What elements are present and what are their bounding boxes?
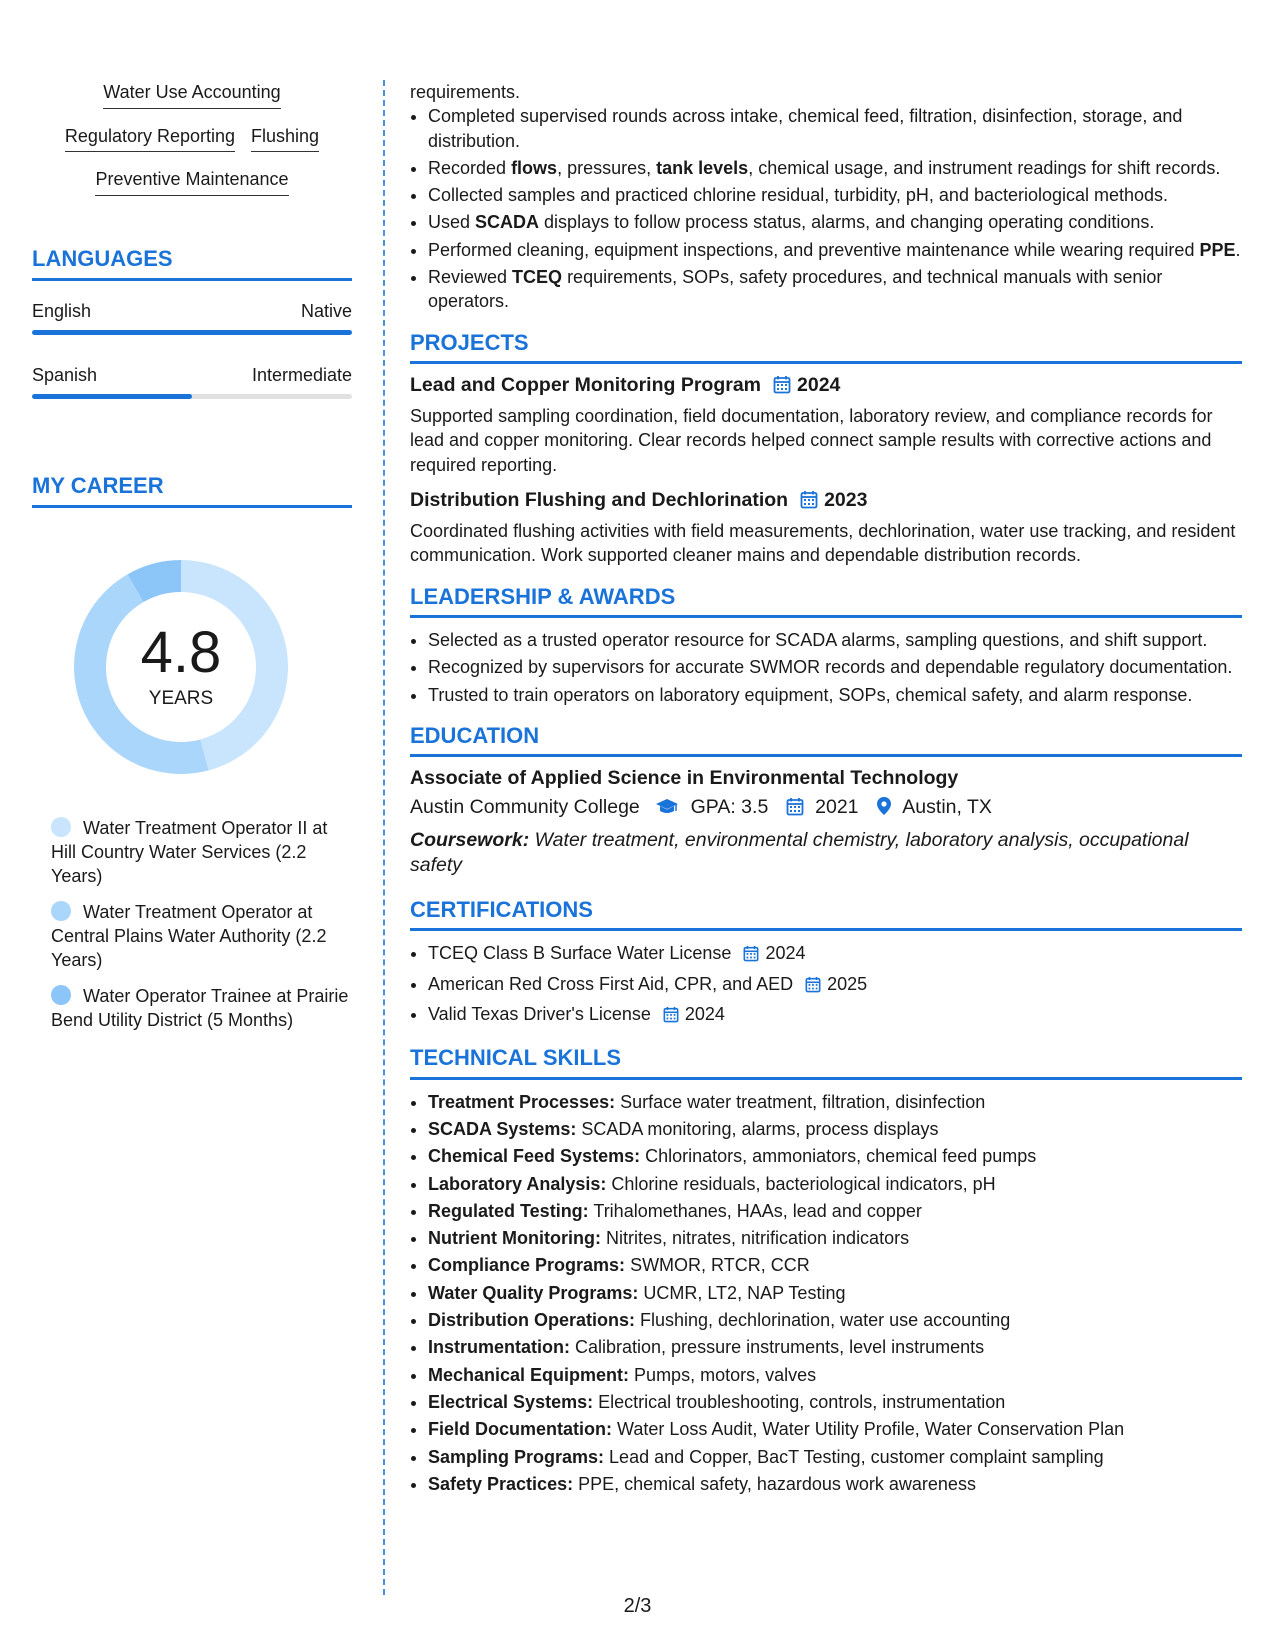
calendar-icon: [663, 1005, 679, 1029]
certification-item: [428, 1002, 1242, 1029]
skill-tag: Flushing: [251, 126, 319, 153]
school-name: Austin Community College: [410, 796, 640, 819]
skill-value: Pumps, motors, valves: [629, 1364, 817, 1385]
legend-dot: [51, 901, 71, 921]
education-details: [410, 796, 1242, 822]
experience-bullets: [410, 104, 1242, 313]
skill-value: PPE, chemical safety, hazardous work awareness: [573, 1473, 976, 1494]
education-heading: EDUCATION: [410, 723, 1242, 757]
skill-value: Calibration, pressure instruments, level instruments: [570, 1337, 985, 1358]
skill-item: [428, 1308, 1242, 1332]
certification-name: Valid Texas Driver's License: [428, 1003, 651, 1024]
career-total-years: 4.8: [140, 619, 222, 685]
certification-year: 2025: [827, 973, 868, 994]
leadership-heading: LEADERSHIP & AWARDS: [410, 584, 1242, 618]
coursework-label: Coursework:: [410, 829, 530, 852]
leadership-list: [410, 628, 1242, 707]
skill-value: Chlorinators, ammoniators, chemical feed pumps: [640, 1146, 1037, 1167]
language-level: Native: [300, 300, 352, 321]
career-item: [51, 816, 352, 889]
location: Austin, TX: [902, 796, 992, 819]
skill-value: Flushing, dechlorination, water use accounting: [635, 1310, 1011, 1331]
project-title: Lead and Copper Monitoring Program: [410, 374, 762, 397]
skill-label: Electrical Systems:: [428, 1391, 594, 1412]
certification-year: 2024: [684, 1003, 725, 1024]
experience-continued-text: requirements.: [410, 82, 521, 102]
experience-bullet: • Completed supervised rounds across intake, chemical feed, filtration, disinfection, storage, and distribution.: [428, 104, 1242, 153]
leadership-item: • Recognized by supervisors for accurate SWMOR records and dependable regulatory documentation.: [428, 655, 1242, 679]
legend-dot: [51, 985, 71, 1005]
skill-item: [428, 1117, 1242, 1141]
skill-value: Nitrites, nitrates, nitrification indicators: [600, 1228, 910, 1249]
skill-label: Treatment Processes:: [428, 1091, 616, 1112]
skill-value: SWMOR, RTCR, CCR: [625, 1255, 810, 1276]
career-heading: MY CAREER: [32, 473, 352, 508]
skill-label: Water Quality Programs:: [428, 1282, 639, 1303]
certifications-heading: CERTIFICATIONS: [410, 897, 1242, 931]
certification-item: [428, 972, 1242, 999]
calendar-icon: [805, 975, 821, 999]
skill-label: Instrumentation:: [428, 1337, 570, 1358]
career-item-text: Water Operator Trainee at Prairie Bend Utility District (5 Months): [51, 985, 349, 1030]
language-spanish: [32, 365, 352, 399]
career-item: [51, 984, 352, 1033]
skill-value: UCMR, LT2, NAP Testing: [638, 1282, 846, 1303]
skill-value: Surface water treatment, filtration, disinfection: [615, 1091, 986, 1112]
graduation-cap-icon: [655, 798, 679, 822]
language-bar-fill: [32, 330, 352, 335]
experience-bullet: • Performed cleaning, equipment inspections, and preventive maintenance while wearing required PPE.: [428, 238, 1242, 262]
graduation-year: 2021: [815, 796, 859, 819]
experience-bullet: • Reviewed TCEQ requirements, SOPs, safety procedures, and technical manuals with senior operators.: [428, 265, 1242, 314]
project-year: 2023: [824, 488, 868, 511]
calendar-icon: [800, 490, 818, 515]
language-name: Spanish: [32, 364, 98, 385]
skill-label: SCADA Systems:: [428, 1118, 577, 1139]
career-item: [51, 900, 352, 973]
skill-label: Nutrient Monitoring:: [428, 1228, 601, 1249]
leadership-item: • Selected as a trusted operator resource for SCADA alarms, sampling questions, and shift support.: [428, 628, 1242, 652]
skill-tag: Regulatory Reporting: [65, 126, 235, 153]
skill-value: SCADA monitoring, alarms, process displays: [576, 1118, 939, 1139]
experience-bullet: • Used SCADA displays to follow process status, alarms, and changing operating conditions.: [428, 210, 1242, 234]
calendar-icon: [773, 375, 791, 400]
calendar-icon: [743, 944, 759, 968]
degree-title: Associate of Applied Science in Environmental Technology: [410, 767, 959, 790]
legend-dot: [51, 817, 71, 837]
skill-label: Safety Practices:: [428, 1473, 574, 1494]
skill-value: Water Loss Audit, Water Utility Profile, Water Conservation Plan: [612, 1419, 1125, 1440]
skill-item: [428, 1199, 1242, 1223]
skill-item: [428, 1335, 1242, 1359]
skill-item: [428, 1226, 1242, 1250]
skill-item: [428, 1090, 1242, 1114]
language-level: Intermediate: [251, 364, 352, 385]
skill-item: [428, 1172, 1242, 1196]
skill-value: Lead and Copper, BacT Testing, customer complaint sampling: [604, 1446, 1104, 1467]
skill-label: Compliance Programs:: [428, 1255, 626, 1276]
career-donut-chart: [66, 552, 296, 782]
skill-tags: [32, 82, 352, 196]
skill-label: Mechanical Equipment:: [428, 1364, 630, 1385]
skill-value: Electrical troubleshooting, controls, instrumentation: [593, 1391, 1006, 1412]
gpa: GPA: 3.5: [690, 796, 769, 819]
skill-tag: Preventive Maintenance: [95, 169, 288, 196]
skill-value: Chlorine residuals, bacteriological indicators, pH: [606, 1173, 996, 1194]
skill-item: [428, 1390, 1242, 1414]
certification-item: [428, 941, 1242, 968]
career-item-text: Water Treatment Operator II at Hill Country Water Services (2.2 Years): [51, 817, 328, 887]
coursework-text: Water treatment, environmental chemistry, laboratory analysis, occupational safety: [410, 829, 1189, 876]
location-pin-icon: [876, 796, 892, 822]
language-bar: [32, 394, 352, 399]
project-title: Distribution Flushing and Dechlorination: [410, 488, 789, 511]
skill-label: Laboratory Analysis:: [428, 1173, 607, 1194]
experience-bullet: • Collected samples and practiced chlorine residual, turbidity, pH, and bacteriological methods.: [428, 183, 1242, 207]
certification-year: 2024: [765, 943, 806, 964]
language-english: [32, 301, 352, 335]
certifications-list: [410, 941, 1242, 1029]
language-bar: [32, 330, 352, 335]
project-item: [410, 374, 1242, 477]
career-list: [32, 816, 352, 1032]
skill-item: [428, 1253, 1242, 1277]
column-divider: [383, 80, 385, 1595]
certification-name: TCEQ Class B Surface Water License: [428, 943, 732, 964]
skills-list: [410, 1090, 1242, 1496]
skill-item: [428, 1472, 1242, 1496]
experience-bullet: • Recorded flows, pressures, tank levels, chemical usage, and instrument readings for shift records.: [428, 156, 1242, 180]
project-item: [410, 489, 1242, 568]
skill-item: [428, 1417, 1242, 1441]
sidebar: [32, 82, 352, 1043]
skill-value: Trihalomethanes, HAAs, lead and copper: [588, 1200, 922, 1221]
skill-label: Field Documentation:: [428, 1419, 612, 1440]
skill-label: Distribution Operations:: [428, 1310, 635, 1331]
career-item-text: Water Treatment Operator at Central Plains Water Authority (2.2 Years): [51, 901, 327, 971]
main-content: [410, 80, 1242, 1499]
skill-label: Regulated Testing:: [428, 1200, 589, 1221]
languages-heading: LANGUAGES: [32, 246, 352, 281]
skill-item: [428, 1363, 1242, 1387]
page-number: 2/3: [623, 1595, 652, 1617]
skill-label: Sampling Programs:: [428, 1446, 605, 1467]
skill-label: Chemical Feed Systems:: [428, 1146, 641, 1167]
coursework: [410, 828, 1242, 877]
language-name: English: [32, 300, 92, 321]
project-description: Supported sampling coordination, field documentation, laboratory review, and compliance records for lead and copper monitoring. Clear records helped connect sample results with corrective actions and required reporting.: [410, 406, 1213, 475]
calendar-icon: [786, 797, 804, 822]
skill-item: [428, 1144, 1242, 1168]
skill-tag: Water Use Accounting: [103, 82, 280, 109]
skills-heading: TECHNICAL SKILLS: [410, 1045, 1242, 1079]
projects-heading: PROJECTS: [410, 330, 1242, 364]
skill-item: [428, 1445, 1242, 1469]
leadership-item: • Trusted to train operators on laboratory equipment, SOPs, chemical safety, and alarm response.: [428, 683, 1242, 707]
career-years-unit: YEARS: [148, 687, 214, 709]
project-description: Coordinated flushing activities with field measurements, dechlorination, water use tracking, and resident communication. Work supported cleaner mains and dependable distribution records.: [410, 520, 1236, 566]
certification-name: American Red Cross First Aid, CPR, and AED: [428, 973, 794, 994]
language-bar-fill: [32, 394, 192, 399]
skill-item: [428, 1281, 1242, 1305]
project-year: 2024: [797, 374, 841, 397]
